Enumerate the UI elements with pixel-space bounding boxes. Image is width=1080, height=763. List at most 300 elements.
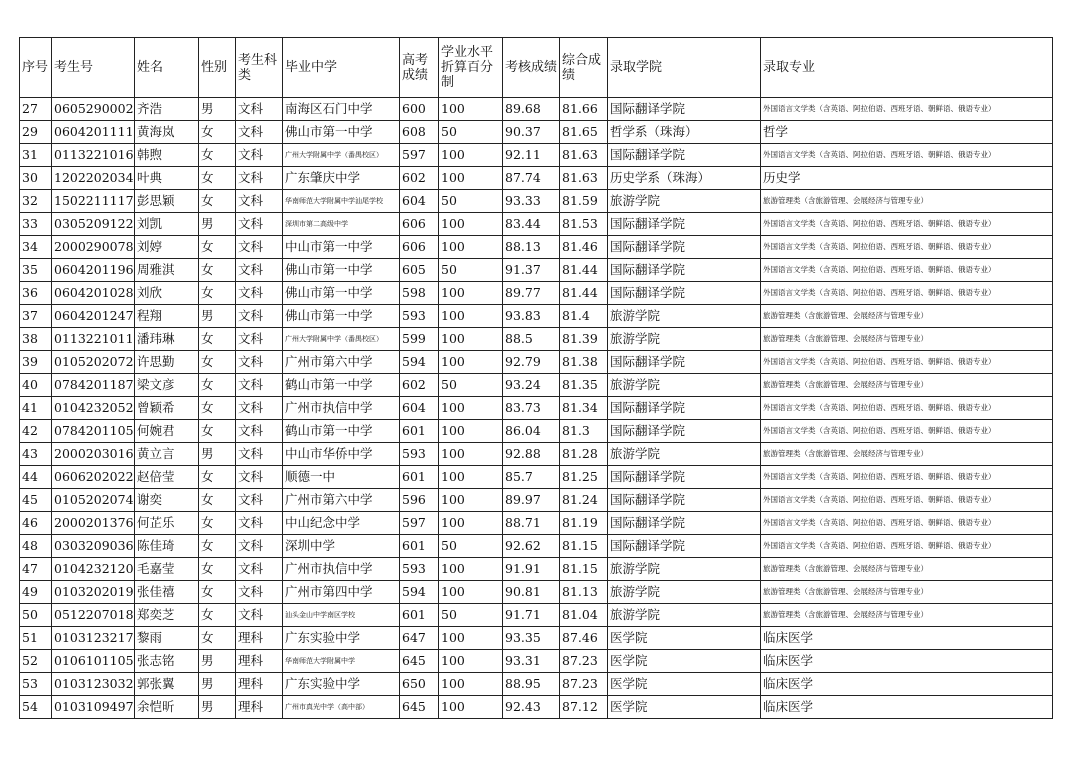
cell-college: 医学院 bbox=[608, 627, 761, 650]
cell-total-score: 81.44 bbox=[560, 259, 608, 282]
table-body bbox=[20, 98, 1053, 719]
cell-gender: 女 bbox=[199, 581, 236, 604]
cell-academic-score: 100 bbox=[439, 512, 503, 535]
cell-category: 理科 bbox=[236, 696, 283, 719]
cell-major: 外国语言文学类（含英语、阿拉伯语、西班牙语、朝鲜语、俄语专业） bbox=[761, 397, 1053, 420]
cell-name: 彭思颖 bbox=[135, 190, 199, 213]
cell-major: 外国语言文学类（含英语、阿拉伯语、西班牙语、朝鲜语、俄语专业） bbox=[761, 282, 1053, 305]
cell-total-score: 81.35 bbox=[560, 374, 608, 397]
cell-seq: 44 bbox=[20, 466, 52, 489]
cell-category: 文科 bbox=[236, 443, 283, 466]
table-row bbox=[20, 282, 1053, 305]
table-row bbox=[20, 512, 1053, 535]
cell-college: 旅游学院 bbox=[608, 558, 761, 581]
cell-seq: 47 bbox=[20, 558, 52, 581]
cell-exam-no: 0103109497 bbox=[52, 696, 135, 719]
table-row bbox=[20, 420, 1053, 443]
header-gender: 性别 bbox=[199, 38, 236, 98]
header-college: 录取学院 bbox=[608, 38, 761, 98]
cell-gender: 女 bbox=[199, 282, 236, 305]
cell-seq: 36 bbox=[20, 282, 52, 305]
cell-assessment-score: 85.7 bbox=[503, 466, 560, 489]
cell-seq: 49 bbox=[20, 581, 52, 604]
cell-school: 汕头金山中学南区学校 bbox=[283, 604, 400, 627]
cell-name: 韩煦 bbox=[135, 144, 199, 167]
cell-total-score: 81.24 bbox=[560, 489, 608, 512]
cell-name: 潘玮琳 bbox=[135, 328, 199, 351]
cell-gaokao-score: 601 bbox=[400, 604, 439, 627]
cell-assessment-score: 92.11 bbox=[503, 144, 560, 167]
table-row bbox=[20, 696, 1053, 719]
cell-gender: 女 bbox=[199, 236, 236, 259]
cell-gender: 男 bbox=[199, 213, 236, 236]
cell-assessment-score: 91.71 bbox=[503, 604, 560, 627]
table-row bbox=[20, 98, 1053, 121]
cell-school: 广州市第六中学 bbox=[283, 489, 400, 512]
table-row bbox=[20, 443, 1053, 466]
header-school: 毕业中学 bbox=[283, 38, 400, 98]
cell-total-score: 81.53 bbox=[560, 213, 608, 236]
cell-gender: 男 bbox=[199, 696, 236, 719]
cell-gaokao-score: 606 bbox=[400, 213, 439, 236]
cell-assessment-score: 91.91 bbox=[503, 558, 560, 581]
table-row bbox=[20, 121, 1053, 144]
cell-school: 广州市执信中学 bbox=[283, 397, 400, 420]
cell-academic-score: 100 bbox=[439, 351, 503, 374]
table-row bbox=[20, 604, 1053, 627]
cell-assessment-score: 88.95 bbox=[503, 673, 560, 696]
cell-college: 旅游学院 bbox=[608, 443, 761, 466]
cell-major: 外国语言文学类（含英语、阿拉伯语、西班牙语、朝鲜语、俄语专业） bbox=[761, 259, 1053, 282]
cell-exam-no: 0113221016 bbox=[52, 144, 135, 167]
cell-academic-score: 100 bbox=[439, 98, 503, 121]
cell-category: 文科 bbox=[236, 535, 283, 558]
table-row bbox=[20, 190, 1053, 213]
cell-school: 广州市执信中学 bbox=[283, 558, 400, 581]
cell-gaokao-score: 604 bbox=[400, 190, 439, 213]
table-row bbox=[20, 167, 1053, 190]
cell-exam-no: 1202202034 bbox=[52, 167, 135, 190]
cell-school: 深圳中学 bbox=[283, 535, 400, 558]
cell-exam-no: 0303209036 bbox=[52, 535, 135, 558]
cell-exam-no: 1502211117 bbox=[52, 190, 135, 213]
cell-gender: 女 bbox=[199, 374, 236, 397]
cell-total-score: 81.15 bbox=[560, 558, 608, 581]
cell-exam-no: 0103202019 bbox=[52, 581, 135, 604]
cell-school: 南海区石门中学 bbox=[283, 98, 400, 121]
cell-school: 佛山市第一中学 bbox=[283, 282, 400, 305]
cell-gender: 女 bbox=[199, 351, 236, 374]
cell-school: 鹤山市第一中学 bbox=[283, 420, 400, 443]
cell-category: 文科 bbox=[236, 259, 283, 282]
cell-school: 中山市第一中学 bbox=[283, 236, 400, 259]
cell-assessment-score: 93.31 bbox=[503, 650, 560, 673]
cell-major: 外国语言文学类（含英语、阿拉伯语、西班牙语、朝鲜语、俄语专业） bbox=[761, 535, 1053, 558]
cell-name: 谢奕 bbox=[135, 489, 199, 512]
cell-gender: 女 bbox=[199, 489, 236, 512]
cell-academic-score: 100 bbox=[439, 144, 503, 167]
cell-seq: 27 bbox=[20, 98, 52, 121]
cell-major: 旅游管理类（含旅游管理、会展经济与管理专业） bbox=[761, 190, 1053, 213]
cell-assessment-score: 83.73 bbox=[503, 397, 560, 420]
cell-assessment-score: 93.35 bbox=[503, 627, 560, 650]
cell-gaokao-score: 601 bbox=[400, 535, 439, 558]
cell-academic-score: 100 bbox=[439, 443, 503, 466]
table-row bbox=[20, 397, 1053, 420]
header-total-score: 综合成绩 bbox=[560, 38, 608, 98]
cell-name: 齐浩 bbox=[135, 98, 199, 121]
cell-school: 中山纪念中学 bbox=[283, 512, 400, 535]
cell-academic-score: 50 bbox=[439, 121, 503, 144]
cell-gender: 女 bbox=[199, 604, 236, 627]
cell-total-score: 81.63 bbox=[560, 167, 608, 190]
cell-exam-no: 0604201196 bbox=[52, 259, 135, 282]
cell-total-score: 81.15 bbox=[560, 535, 608, 558]
cell-total-score: 81.39 bbox=[560, 328, 608, 351]
cell-category: 文科 bbox=[236, 397, 283, 420]
cell-school: 广东肇庆中学 bbox=[283, 167, 400, 190]
cell-name: 何芷乐 bbox=[135, 512, 199, 535]
cell-gender: 女 bbox=[199, 328, 236, 351]
cell-gaokao-score: 602 bbox=[400, 167, 439, 190]
cell-academic-score: 50 bbox=[439, 190, 503, 213]
cell-category: 文科 bbox=[236, 420, 283, 443]
cell-seq: 38 bbox=[20, 328, 52, 351]
cell-gaokao-score: 602 bbox=[400, 374, 439, 397]
cell-major: 外国语言文学类（含英语、阿拉伯语、西班牙语、朝鲜语、俄语专业） bbox=[761, 489, 1053, 512]
cell-name: 黄海岚 bbox=[135, 121, 199, 144]
cell-seq: 41 bbox=[20, 397, 52, 420]
cell-assessment-score: 93.83 bbox=[503, 305, 560, 328]
cell-exam-no: 2000201376 bbox=[52, 512, 135, 535]
cell-gaokao-score: 650 bbox=[400, 673, 439, 696]
cell-name: 黎雨 bbox=[135, 627, 199, 650]
cell-total-score: 81.28 bbox=[560, 443, 608, 466]
cell-total-score: 81.66 bbox=[560, 98, 608, 121]
cell-assessment-score: 87.74 bbox=[503, 167, 560, 190]
cell-major: 临床医学 bbox=[761, 627, 1053, 650]
cell-assessment-score: 92.88 bbox=[503, 443, 560, 466]
cell-category: 文科 bbox=[236, 98, 283, 121]
table-row bbox=[20, 489, 1053, 512]
cell-total-score: 81.13 bbox=[560, 581, 608, 604]
cell-exam-no: 0604201028 bbox=[52, 282, 135, 305]
cell-gaokao-score: 593 bbox=[400, 305, 439, 328]
header-row bbox=[20, 38, 1053, 98]
cell-major: 旅游管理类（含旅游管理、会展经济与管理专业） bbox=[761, 374, 1053, 397]
cell-major: 外国语言文学类（含英语、阿拉伯语、西班牙语、朝鲜语、俄语专业） bbox=[761, 98, 1053, 121]
cell-gender: 女 bbox=[199, 627, 236, 650]
cell-total-score: 81.38 bbox=[560, 351, 608, 374]
cell-major: 外国语言文学类（含英语、阿拉伯语、西班牙语、朝鲜语、俄语专业） bbox=[761, 466, 1053, 489]
cell-name: 赵倍莹 bbox=[135, 466, 199, 489]
cell-major: 外国语言文学类（含英语、阿拉伯语、西班牙语、朝鲜语、俄语专业） bbox=[761, 420, 1053, 443]
cell-exam-no: 0305209122 bbox=[52, 213, 135, 236]
cell-college: 国际翻译学院 bbox=[608, 466, 761, 489]
cell-assessment-score: 92.79 bbox=[503, 351, 560, 374]
cell-exam-no: 0784201105 bbox=[52, 420, 135, 443]
cell-category: 文科 bbox=[236, 558, 283, 581]
cell-gender: 男 bbox=[199, 443, 236, 466]
cell-college: 国际翻译学院 bbox=[608, 397, 761, 420]
cell-category: 文科 bbox=[236, 236, 283, 259]
cell-gender: 女 bbox=[199, 420, 236, 443]
cell-name: 梁文彦 bbox=[135, 374, 199, 397]
cell-category: 文科 bbox=[236, 374, 283, 397]
cell-assessment-score: 93.24 bbox=[503, 374, 560, 397]
cell-seq: 48 bbox=[20, 535, 52, 558]
cell-college: 医学院 bbox=[608, 673, 761, 696]
cell-gender: 女 bbox=[199, 190, 236, 213]
cell-school: 广州大学附属中学（番禺校区） bbox=[283, 328, 400, 351]
cell-college: 国际翻译学院 bbox=[608, 236, 761, 259]
cell-gaokao-score: 645 bbox=[400, 696, 439, 719]
cell-seq: 51 bbox=[20, 627, 52, 650]
cell-gender: 女 bbox=[199, 167, 236, 190]
cell-gaokao-score: 596 bbox=[400, 489, 439, 512]
table-row bbox=[20, 259, 1053, 282]
cell-name: 许思勤 bbox=[135, 351, 199, 374]
header-exam-no: 考生号 bbox=[52, 38, 135, 98]
cell-academic-score: 100 bbox=[439, 397, 503, 420]
cell-category: 理科 bbox=[236, 650, 283, 673]
cell-total-score: 81.3 bbox=[560, 420, 608, 443]
cell-seq: 52 bbox=[20, 650, 52, 673]
cell-academic-score: 100 bbox=[439, 167, 503, 190]
cell-gaokao-score: 598 bbox=[400, 282, 439, 305]
cell-seq: 40 bbox=[20, 374, 52, 397]
cell-academic-score: 100 bbox=[439, 305, 503, 328]
cell-category: 理科 bbox=[236, 673, 283, 696]
cell-seq: 46 bbox=[20, 512, 52, 535]
header-assessment-score: 考核成绩 bbox=[503, 38, 560, 98]
table-row bbox=[20, 305, 1053, 328]
cell-name: 刘婷 bbox=[135, 236, 199, 259]
cell-college: 国际翻译学院 bbox=[608, 489, 761, 512]
cell-exam-no: 0605290002 bbox=[52, 98, 135, 121]
cell-gender: 男 bbox=[199, 673, 236, 696]
cell-major: 外国语言文学类（含英语、阿拉伯语、西班牙语、朝鲜语、俄语专业） bbox=[761, 213, 1053, 236]
cell-exam-no: 0784201187 bbox=[52, 374, 135, 397]
cell-college: 国际翻译学院 bbox=[608, 259, 761, 282]
header-gaokao-score: 高考成绩 bbox=[400, 38, 439, 98]
cell-category: 文科 bbox=[236, 581, 283, 604]
cell-school: 佛山市第一中学 bbox=[283, 121, 400, 144]
cell-name: 郭张翼 bbox=[135, 673, 199, 696]
cell-major: 旅游管理类（含旅游管理、会展经济与管理专业） bbox=[761, 328, 1053, 351]
cell-total-score: 87.46 bbox=[560, 627, 608, 650]
cell-major: 外国语言文学类（含英语、阿拉伯语、西班牙语、朝鲜语、俄语专业） bbox=[761, 144, 1053, 167]
table-row bbox=[20, 328, 1053, 351]
cell-exam-no: 0105202074 bbox=[52, 489, 135, 512]
cell-major: 旅游管理类（含旅游管理、会展经济与管理专业） bbox=[761, 581, 1053, 604]
cell-category: 理科 bbox=[236, 627, 283, 650]
cell-name: 程翔 bbox=[135, 305, 199, 328]
cell-total-score: 81.4 bbox=[560, 305, 608, 328]
cell-gender: 女 bbox=[199, 466, 236, 489]
cell-name: 郑奕芝 bbox=[135, 604, 199, 627]
cell-exam-no: 0105202072 bbox=[52, 351, 135, 374]
cell-academic-score: 50 bbox=[439, 604, 503, 627]
cell-school: 广州市第六中学 bbox=[283, 351, 400, 374]
table-row bbox=[20, 581, 1053, 604]
cell-assessment-score: 83.44 bbox=[503, 213, 560, 236]
header-seq: 序号 bbox=[20, 38, 52, 98]
cell-gender: 女 bbox=[199, 259, 236, 282]
cell-assessment-score: 91.37 bbox=[503, 259, 560, 282]
cell-major: 临床医学 bbox=[761, 673, 1053, 696]
cell-name: 毛嘉莹 bbox=[135, 558, 199, 581]
cell-major: 临床医学 bbox=[761, 696, 1053, 719]
cell-category: 文科 bbox=[236, 121, 283, 144]
cell-category: 文科 bbox=[236, 282, 283, 305]
cell-gaokao-score: 600 bbox=[400, 98, 439, 121]
cell-exam-no: 0104232120 bbox=[52, 558, 135, 581]
header-name: 姓名 bbox=[135, 38, 199, 98]
cell-college: 国际翻译学院 bbox=[608, 351, 761, 374]
cell-major: 旅游管理类（含旅游管理、会展经济与管理专业） bbox=[761, 443, 1053, 466]
cell-gender: 男 bbox=[199, 650, 236, 673]
cell-college: 国际翻译学院 bbox=[608, 144, 761, 167]
cell-assessment-score: 86.04 bbox=[503, 420, 560, 443]
cell-gaokao-score: 593 bbox=[400, 443, 439, 466]
table-row bbox=[20, 466, 1053, 489]
table-row bbox=[20, 535, 1053, 558]
cell-major: 外国语言文学类（含英语、阿拉伯语、西班牙语、朝鲜语、俄语专业） bbox=[761, 236, 1053, 259]
cell-academic-score: 100 bbox=[439, 696, 503, 719]
cell-academic-score: 100 bbox=[439, 282, 503, 305]
cell-seq: 43 bbox=[20, 443, 52, 466]
header-major: 录取专业 bbox=[761, 38, 1053, 98]
cell-exam-no: 0104232052 bbox=[52, 397, 135, 420]
cell-school: 佛山市第一中学 bbox=[283, 305, 400, 328]
cell-seq: 37 bbox=[20, 305, 52, 328]
cell-academic-score: 50 bbox=[439, 259, 503, 282]
cell-academic-score: 100 bbox=[439, 627, 503, 650]
cell-seq: 33 bbox=[20, 213, 52, 236]
cell-seq: 45 bbox=[20, 489, 52, 512]
table-row bbox=[20, 144, 1053, 167]
cell-gaokao-score: 606 bbox=[400, 236, 439, 259]
cell-gender: 男 bbox=[199, 98, 236, 121]
cell-college: 旅游学院 bbox=[608, 190, 761, 213]
cell-total-score: 81.46 bbox=[560, 236, 608, 259]
cell-seq: 54 bbox=[20, 696, 52, 719]
cell-seq: 39 bbox=[20, 351, 52, 374]
cell-seq: 42 bbox=[20, 420, 52, 443]
header-category: 考生科类 bbox=[236, 38, 283, 98]
cell-gaokao-score: 604 bbox=[400, 397, 439, 420]
cell-gaokao-score: 601 bbox=[400, 466, 439, 489]
cell-total-score: 81.25 bbox=[560, 466, 608, 489]
cell-exam-no: 2000290078 bbox=[52, 236, 135, 259]
cell-category: 文科 bbox=[236, 604, 283, 627]
cell-major: 历史学 bbox=[761, 167, 1053, 190]
cell-gaokao-score: 599 bbox=[400, 328, 439, 351]
cell-exam-no: 0604201111 bbox=[52, 121, 135, 144]
cell-name: 周雅淇 bbox=[135, 259, 199, 282]
cell-gender: 女 bbox=[199, 558, 236, 581]
cell-major: 哲学 bbox=[761, 121, 1053, 144]
cell-college: 医学院 bbox=[608, 650, 761, 673]
cell-school: 顺德一中 bbox=[283, 466, 400, 489]
cell-gaokao-score: 601 bbox=[400, 420, 439, 443]
header-academic-score: 学业水平折算百分制 bbox=[439, 38, 503, 98]
cell-total-score: 81.44 bbox=[560, 282, 608, 305]
cell-exam-no: 0604201247 bbox=[52, 305, 135, 328]
cell-assessment-score: 89.68 bbox=[503, 98, 560, 121]
table-row bbox=[20, 213, 1053, 236]
cell-name: 黄立言 bbox=[135, 443, 199, 466]
cell-academic-score: 100 bbox=[439, 466, 503, 489]
cell-name: 张志铭 bbox=[135, 650, 199, 673]
cell-gaokao-score: 647 bbox=[400, 627, 439, 650]
cell-school: 广东实验中学 bbox=[283, 673, 400, 696]
cell-seq: 32 bbox=[20, 190, 52, 213]
cell-academic-score: 100 bbox=[439, 213, 503, 236]
cell-college: 国际翻译学院 bbox=[608, 282, 761, 305]
cell-category: 文科 bbox=[236, 305, 283, 328]
cell-exam-no: 0512207018 bbox=[52, 604, 135, 627]
cell-school: 华南师范大学附属中学汕尾学校 bbox=[283, 190, 400, 213]
cell-assessment-score: 92.62 bbox=[503, 535, 560, 558]
cell-name: 张佳禧 bbox=[135, 581, 199, 604]
cell-gaokao-score: 645 bbox=[400, 650, 439, 673]
cell-exam-no: 2000203016 bbox=[52, 443, 135, 466]
cell-college: 旅游学院 bbox=[608, 374, 761, 397]
cell-gender: 女 bbox=[199, 144, 236, 167]
cell-major: 临床医学 bbox=[761, 650, 1053, 673]
table-row bbox=[20, 236, 1053, 259]
cell-exam-no: 0103123032 bbox=[52, 673, 135, 696]
cell-category: 文科 bbox=[236, 213, 283, 236]
cell-school: 深圳市第二高级中学 bbox=[283, 213, 400, 236]
cell-total-score: 87.23 bbox=[560, 673, 608, 696]
cell-name: 曾颖希 bbox=[135, 397, 199, 420]
cell-assessment-score: 88.13 bbox=[503, 236, 560, 259]
cell-total-score: 81.59 bbox=[560, 190, 608, 213]
cell-total-score: 87.12 bbox=[560, 696, 608, 719]
cell-college: 国际翻译学院 bbox=[608, 213, 761, 236]
cell-total-score: 81.19 bbox=[560, 512, 608, 535]
cell-name: 余恺昕 bbox=[135, 696, 199, 719]
cell-name: 叶典 bbox=[135, 167, 199, 190]
cell-gender: 女 bbox=[199, 535, 236, 558]
cell-academic-score: 100 bbox=[439, 420, 503, 443]
cell-college: 国际翻译学院 bbox=[608, 98, 761, 121]
cell-exam-no: 0113221011 bbox=[52, 328, 135, 351]
cell-gaokao-score: 594 bbox=[400, 581, 439, 604]
cell-school: 广州市第四中学 bbox=[283, 581, 400, 604]
cell-major: 外国语言文学类（含英语、阿拉伯语、西班牙语、朝鲜语、俄语专业） bbox=[761, 512, 1053, 535]
table-row bbox=[20, 374, 1053, 397]
cell-total-score: 87.23 bbox=[560, 650, 608, 673]
cell-assessment-score: 89.97 bbox=[503, 489, 560, 512]
cell-gaokao-score: 608 bbox=[400, 121, 439, 144]
cell-school: 鹤山市第一中学 bbox=[283, 374, 400, 397]
cell-college: 旅游学院 bbox=[608, 581, 761, 604]
cell-total-score: 81.04 bbox=[560, 604, 608, 627]
cell-academic-score: 100 bbox=[439, 236, 503, 259]
cell-gaokao-score: 597 bbox=[400, 144, 439, 167]
cell-school: 广州市真光中学（高中部） bbox=[283, 696, 400, 719]
cell-seq: 34 bbox=[20, 236, 52, 259]
cell-gender: 女 bbox=[199, 512, 236, 535]
cell-college: 国际翻译学院 bbox=[608, 512, 761, 535]
cell-major: 外国语言文学类（含英语、阿拉伯语、西班牙语、朝鲜语、俄语专业） bbox=[761, 351, 1053, 374]
table-row bbox=[20, 558, 1053, 581]
cell-seq: 53 bbox=[20, 673, 52, 696]
